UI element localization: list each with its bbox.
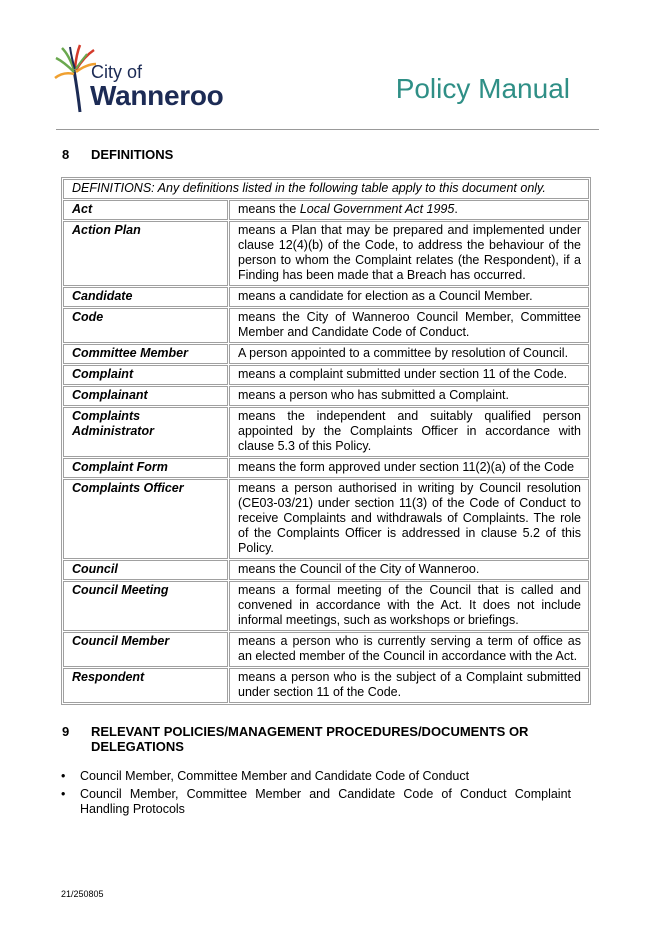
definition-text [229, 200, 589, 220]
bullet-icon: • [61, 769, 66, 783]
definition-text: means a complaint submitted under section 11 of the Code. [229, 365, 589, 385]
section-heading-definitions [62, 147, 173, 162]
definition-text: A person appointed to a committee by resolution of Council. [229, 344, 589, 364]
table-row [63, 200, 589, 220]
definition-term: Respondent [63, 668, 228, 703]
definition-text: means a candidate for election as a Council Member. [229, 287, 589, 307]
document-number: 21/250805 [61, 889, 104, 899]
section-number: 9 [62, 724, 70, 739]
section-title: RELEVANT POLICIES/MANAGEMENT PROCEDURES/DOCUMENTS OR DELEGATIONS [91, 724, 529, 754]
city-of-wanneroo-logo [54, 44, 250, 114]
related-documents-list [61, 769, 571, 820]
list-item-text: Council Member, Committee Member and Candidate Code of Conduct [80, 769, 470, 783]
logo-wanneroo-text: Wanneroo [90, 80, 224, 111]
bullet-icon: • [61, 787, 66, 801]
section-number: 8 [62, 147, 70, 162]
definition-term: Council Meeting [63, 581, 228, 631]
table-row [63, 344, 589, 364]
table-intro: DEFINITIONS: Any definitions listed in the following table apply to this document only. [63, 179, 589, 199]
table-row [63, 458, 589, 478]
table-row [63, 179, 589, 199]
definition-text-part: means the [238, 202, 300, 216]
table-row [63, 365, 589, 385]
definition-text: means a Plan that may be prepared and implemented under clause 12(4)(b) of the Code, to address the behaviour of the person to whom the Complaint relates (the Respondent), if a Finding has been made that a Breach has occurred. [229, 221, 589, 286]
table-row [63, 581, 589, 631]
definition-text: means a person who is the subject of a Complaint submitted under section 11 of the Code. [229, 668, 589, 703]
table-row [63, 479, 589, 559]
list-item-text: Council Member, Committee Member and Candidate Code of Conduct Complaint Handling Protocols [80, 787, 571, 816]
definition-text: means a person authorised in writing by Council resolution (CE03-03/21) under section 11(3) of the Code of Conduct to receive Complaints and withdrawals of Complaints. The role of the Complaints Officer is addressed in clause 5.2 of this Policy. [229, 479, 589, 559]
logo-city-of-text: City of [91, 62, 143, 82]
section-heading-relevant-policies [62, 724, 561, 754]
definition-text-part: . [454, 202, 458, 216]
definition-term: Council Member [63, 632, 228, 667]
table-row [63, 668, 589, 703]
table-row [63, 632, 589, 667]
table-row [63, 407, 589, 457]
section-title: DEFINITIONS [91, 147, 174, 162]
definition-text: means the Council of the City of Wanneroo. [229, 560, 589, 580]
table-row [63, 308, 589, 343]
table-row [63, 221, 589, 286]
table-row [63, 386, 589, 406]
definition-term: Complaint Form [63, 458, 228, 478]
definitions-table [61, 177, 591, 705]
list-item [61, 787, 571, 817]
table-row [63, 560, 589, 580]
definition-text: means the form approved under section 11(2)(a) of the Code [229, 458, 589, 478]
header-divider [56, 129, 599, 130]
definition-term: Complaints Administrator [63, 407, 228, 457]
list-item [61, 769, 571, 784]
definition-term: Committee Member [63, 344, 228, 364]
definition-term: Complainant [63, 386, 228, 406]
definition-term: Candidate [63, 287, 228, 307]
definition-italic-ref: Local Government Act 1995 [299, 202, 455, 216]
definition-term: Code [63, 308, 228, 343]
page-title: Policy Manual [395, 73, 570, 104]
definition-text: means a formal meeting of the Council that is called and convened in accordance with the Act. It does not include informal meetings, such as workshops or briefings. [229, 581, 589, 631]
definition-term: Complaints Officer [63, 479, 228, 559]
definition-term: Act [63, 200, 228, 220]
definition-term: Action Plan [63, 221, 228, 286]
definition-term: Complaint [63, 365, 228, 385]
table-row [63, 287, 589, 307]
definition-text: means a person who has submitted a Complaint. [229, 386, 589, 406]
definition-term: Council [63, 560, 228, 580]
definition-text: means the independent and suitably qualified person appointed by the Complaints Officer in accordance with clause 5.3 of this Policy. [229, 407, 589, 457]
definition-text: means a person who is currently serving a term of office as an elected member of the Council in accordance with the Act. [229, 632, 589, 667]
definition-text: means the City of Wanneroo Council Member, Committee Member and Candidate Code of Conduct. [229, 308, 589, 343]
